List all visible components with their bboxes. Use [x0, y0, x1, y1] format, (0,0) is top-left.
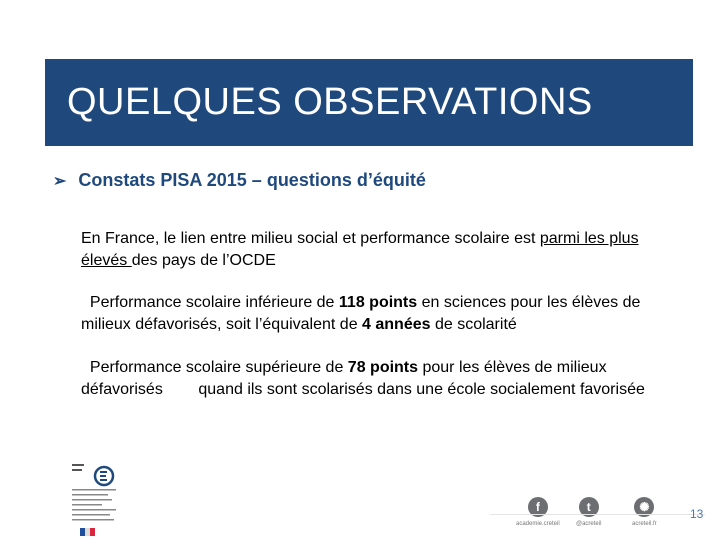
- p2-bold-years: 4 années: [362, 316, 431, 333]
- subtitle-text: Constats PISA 2015 – questions d’équité: [78, 170, 426, 190]
- facebook-label: academie.creteil: [516, 521, 560, 527]
- p2-bold-points: 118 points: [338, 294, 418, 311]
- paragraph-2: [81, 292, 681, 336]
- p1-text-a: En France, le lien entre milieu social et performance scolaire est: [81, 230, 540, 247]
- page-number: 13: [690, 507, 704, 521]
- p1-text-c: des pays de l’OCDE: [131, 252, 276, 269]
- subtitle: [53, 170, 426, 191]
- social-facebook[interactable]: [516, 497, 560, 527]
- twitter-icon[interactable]: t: [579, 497, 599, 517]
- p3-text-c: pour les élèves de milieux défavorisés quand ils sont scolarisés dans une école socialement favorisée: [81, 359, 645, 398]
- p2-text-e: de scolarité: [430, 316, 517, 333]
- twitter-label: @acreteil: [576, 521, 602, 527]
- arrow-bullet-icon: ➢: [53, 172, 67, 190]
- title-bar: [45, 59, 693, 146]
- slide-title: QUELQUES OBSERVATIONS: [67, 81, 593, 123]
- website-label: acreteil.fr: [632, 521, 657, 527]
- social-website[interactable]: [632, 497, 657, 527]
- p2-text-c: en sciences pour les élèves de milieux défavorisés, soit l’équivalent de: [81, 294, 641, 333]
- paragraph-3: [81, 357, 681, 401]
- p3-text-a: Performance scolaire supérieure de: [89, 359, 348, 376]
- dribbble-icon[interactable]: ✺: [634, 497, 654, 517]
- footer-divider: [490, 514, 705, 515]
- paragraph-1: [81, 228, 681, 272]
- facebook-icon[interactable]: f: [528, 497, 548, 517]
- academie-logo-icon: [66, 460, 124, 538]
- p2-text-a: Performance scolaire inférieure de: [89, 294, 339, 311]
- social-twitter[interactable]: [576, 497, 601, 527]
- p3-bold-points: 78 points: [347, 359, 419, 376]
- p1-underlined: parmi les plus élevés: [81, 230, 639, 269]
